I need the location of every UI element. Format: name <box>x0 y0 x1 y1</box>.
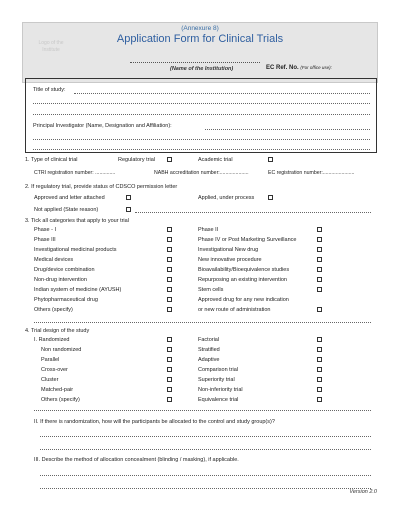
option-label: Phytopharmaceutical drug <box>34 297 98 303</box>
option-label: Indian system of medicine (AYUSH) <box>34 287 122 293</box>
title-of-study-field-2[interactable] <box>33 103 370 104</box>
academic-trial-checkbox[interactable] <box>268 157 273 162</box>
q4-iii-field-1[interactable] <box>40 475 371 476</box>
ec-ref-label <box>266 65 332 71</box>
option-label: Phase - I <box>34 227 57 233</box>
option-label: Phase IV or Post Marketing Surveillance <box>198 237 297 243</box>
ec-ref-text: EC Ref. No. <box>266 65 299 71</box>
option-label: Others (specify) <box>34 307 73 313</box>
option-label: Medical devices <box>34 257 74 263</box>
option-label: or new route of administration <box>198 307 271 313</box>
option-label: Phase II <box>198 227 219 233</box>
q4-ii-label: II. If there is randomization, how will the participants be allocated to the control and study group(s)? <box>34 419 275 425</box>
option-label: Cross-over <box>41 367 68 373</box>
option-label: Cluster <box>41 377 59 383</box>
option-label: Repurposing an existing intervention <box>198 277 287 283</box>
option-checkbox[interactable] <box>317 227 322 232</box>
option-checkbox[interactable] <box>317 267 322 272</box>
option-label: Non-inferiority trial <box>198 387 243 393</box>
option-label: Adaptive <box>198 357 220 363</box>
applied-checkbox[interactable] <box>268 195 273 200</box>
option-label: Phase III <box>34 237 56 243</box>
option-checkbox[interactable] <box>167 257 172 262</box>
option-checkbox[interactable] <box>317 277 322 282</box>
option-label: Investigational medicinal products <box>34 247 117 253</box>
q3-others-field[interactable] <box>34 322 371 323</box>
approved-checkbox[interactable] <box>126 195 131 200</box>
office-use-text: (For office use): <box>300 65 332 70</box>
option-label: Others (specify) <box>41 397 80 403</box>
q4-iii-label: III. Describe the method of allocation concealment (blinding / masking), if applicable. <box>34 457 239 463</box>
ctri-field[interactable]: CTRI registration number: .............. <box>34 170 116 176</box>
option-label: Stratified <box>198 347 220 353</box>
option-checkbox[interactable] <box>167 277 172 282</box>
option-checkbox[interactable] <box>167 397 172 402</box>
institution-label: (Name of the Institution) <box>170 66 234 72</box>
option-checkbox[interactable] <box>317 397 322 402</box>
not-applied-reason-field[interactable] <box>135 212 371 213</box>
option-checkbox[interactable] <box>167 247 172 252</box>
option-label: New innovative procedure <box>198 257 262 263</box>
title-of-study-label: Title of study: <box>33 87 66 93</box>
option-checkbox[interactable] <box>167 307 172 312</box>
version-label: Version 2.0 <box>349 489 377 495</box>
pi-label: Principal Investigator (Name, Designation and Affiliation): <box>33 123 172 129</box>
option-label: Parallel <box>41 357 60 363</box>
option-checkbox[interactable] <box>317 387 322 392</box>
option-checkbox[interactable] <box>317 237 322 242</box>
institute-logo: Logo of the Institute <box>38 40 64 53</box>
q4-ii-field-1[interactable] <box>40 436 371 437</box>
option-checkbox[interactable] <box>167 367 172 372</box>
not-applied-checkbox[interactable] <box>126 207 131 212</box>
pi-field-3[interactable] <box>33 149 370 150</box>
regulatory-trial-label: Regulatory trial <box>118 157 155 163</box>
option-checkbox[interactable] <box>167 287 172 292</box>
q4-label: 4. Trial design of the study <box>25 328 90 334</box>
regulatory-trial-checkbox[interactable] <box>167 157 172 162</box>
randomized-label: I. Randomized <box>34 337 70 343</box>
approved-label: Approved and letter attached <box>34 195 105 201</box>
q4-others-field[interactable] <box>34 410 371 411</box>
option-checkbox[interactable] <box>167 227 172 232</box>
option-checkbox[interactable] <box>317 337 322 342</box>
annexure-label: (Annexure 8) <box>181 25 219 32</box>
pi-field-2[interactable] <box>33 139 370 140</box>
academic-trial-label: Academic trial <box>198 157 233 163</box>
option-checkbox[interactable] <box>317 367 322 372</box>
q4-iii-field-2[interactable] <box>40 488 371 489</box>
option-label: Non-drug intervention <box>34 277 87 283</box>
option-checkbox[interactable] <box>317 357 322 362</box>
title-of-study-field-3[interactable] <box>33 114 370 115</box>
option-checkbox[interactable] <box>167 387 172 392</box>
option-label: Non randomized <box>41 347 82 353</box>
option-label: Factorial <box>198 337 220 343</box>
option-checkbox[interactable] <box>317 287 322 292</box>
option-label: Drug/device combination <box>34 267 95 273</box>
applied-label: Applied, under process <box>198 195 255 201</box>
option-checkbox[interactable] <box>317 347 322 352</box>
option-checkbox[interactable] <box>167 377 172 382</box>
q3-label: 3. Tick all categories that apply to your trial <box>25 218 129 224</box>
option-checkbox[interactable] <box>317 257 322 262</box>
option-checkbox[interactable] <box>167 297 172 302</box>
option-label: Bioavailability/Bioequivalence studies <box>198 267 290 273</box>
option-label: Stem cells <box>198 287 224 293</box>
option-label: Approved drug for any new indication <box>198 297 289 303</box>
study-details-box <box>25 78 377 153</box>
form-title: Application Form for Clinical Trials <box>116 33 284 45</box>
option-checkbox[interactable] <box>317 377 322 382</box>
option-checkbox[interactable] <box>167 237 172 242</box>
q1-label: 1. Type of clinical trial <box>25 157 78 163</box>
option-checkbox[interactable] <box>167 347 172 352</box>
not-applied-label: Not applied (State reason) <box>34 207 99 213</box>
option-checkbox[interactable] <box>317 307 322 312</box>
option-label: Comparison trial <box>198 367 239 373</box>
option-checkbox[interactable] <box>167 357 172 362</box>
title-of-study-field[interactable] <box>74 93 370 94</box>
option-label: Investigational New drug <box>198 247 259 253</box>
pi-field[interactable] <box>205 129 370 130</box>
randomized-checkbox[interactable] <box>167 337 172 342</box>
option-label: Superiority trial <box>198 377 235 383</box>
q4-ii-field-2[interactable] <box>40 449 371 450</box>
q2-label: 2. If regulatory trial, provide status of CDSCO permission letter <box>25 184 178 190</box>
institution-line[interactable] <box>130 62 260 63</box>
option-label: Matched-pair <box>41 387 74 393</box>
nabh-field[interactable]: NABH accreditation number:.................... <box>154 170 249 176</box>
option-checkbox[interactable] <box>317 247 322 252</box>
option-checkbox[interactable] <box>167 267 172 272</box>
ec-registration-field[interactable]: EC registration number:...................... <box>268 170 355 176</box>
option-label: Equivalence trial <box>198 397 239 403</box>
